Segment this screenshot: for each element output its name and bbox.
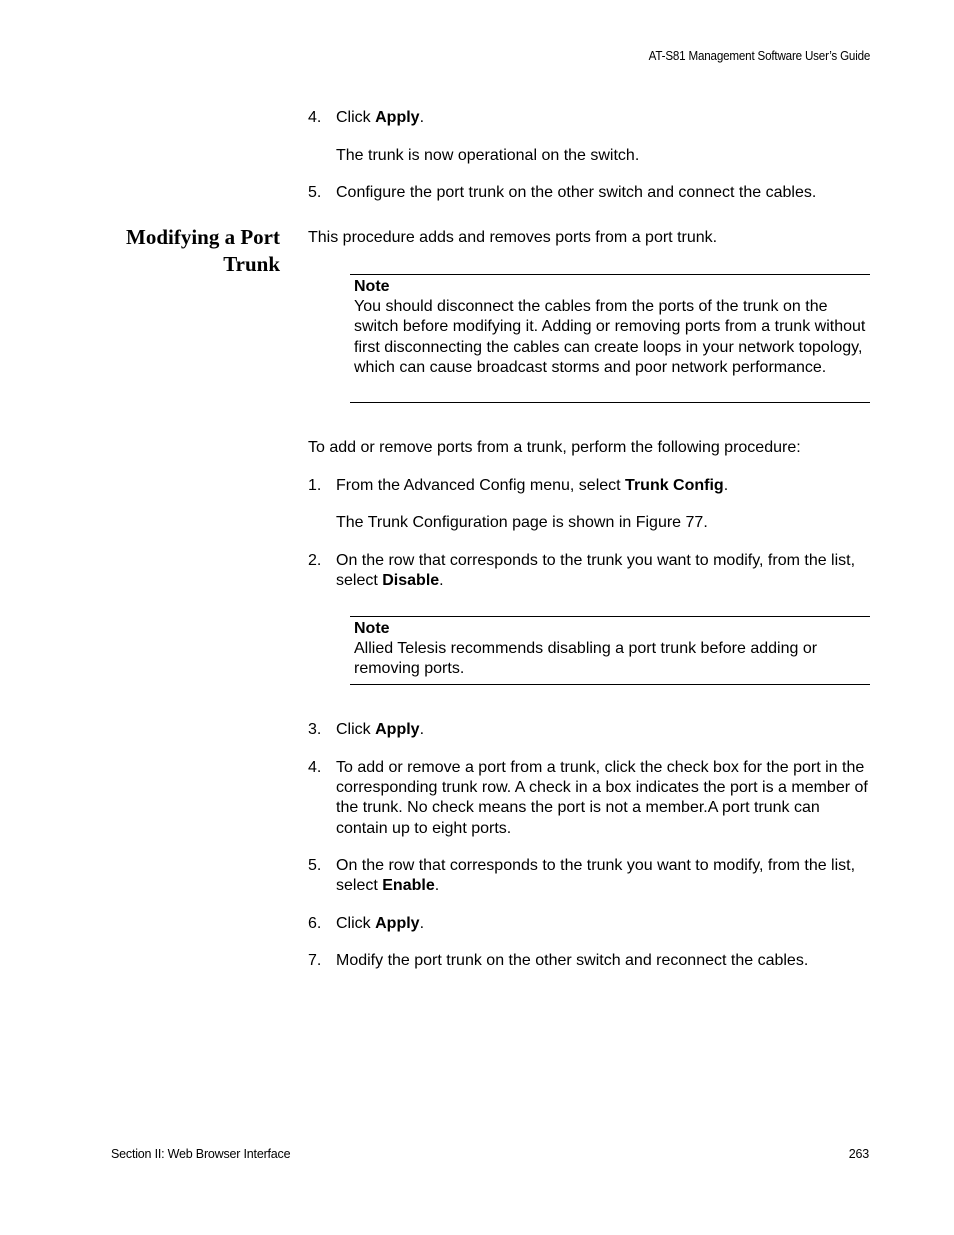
- step-number: 3.: [308, 721, 322, 738]
- procedure-intro: To add or remove ports from a trunk, perform the following procedure:: [308, 439, 801, 456]
- page-number: 263: [848, 1147, 869, 1161]
- step-text: On the row that corresponds to the trunk you want to modify, from the list, select Disable.: [336, 552, 856, 590]
- note-text: You should disconnect the cables from the ports of the trunk on the switch before modifying it. Adding or removing ports from a trunk without first disconnecting the cables can create loops in your network topology, which can cause broadcast storms and poor network performance.: [354, 298, 866, 376]
- note-title: Note: [354, 620, 390, 637]
- footer-section: Section II: Web Browser Interface: [111, 1147, 291, 1161]
- note-box: [350, 274, 870, 403]
- step-text: Configure the port trunk on the other switch and connect the cables.: [336, 184, 817, 201]
- ui-term: Enable: [382, 877, 435, 895]
- step-result: The Trunk Configuration page is shown in Figure 77.: [336, 514, 708, 531]
- step-text: Click Apply.: [336, 915, 425, 932]
- step-text: Click Apply.: [336, 721, 425, 738]
- step-number: 4.: [308, 759, 322, 776]
- running-header: AT-S81 Management Software User’s Guide: [648, 49, 870, 63]
- section-intro: This procedure adds and removes ports from a port trunk.: [308, 229, 718, 246]
- step-number: 1.: [308, 477, 322, 494]
- step-number: 2.: [308, 552, 322, 569]
- step-text: On the row that corresponds to the trunk you want to modify, from the list, select Enable.: [336, 857, 856, 895]
- step-text: Modify the port trunk on the other switch and reconnect the cables.: [336, 952, 809, 969]
- step-number: 5.: [308, 857, 322, 874]
- step-text: Click Apply.: [336, 109, 425, 126]
- note-box: [350, 616, 870, 685]
- step-text: To add or remove a port from a trunk, click the check box for the port in the corresponding trunk row. A check in a box indicates the port is a member of the trunk. No check means the port is not a member.A port trunk can contain up to eight ports.: [336, 759, 868, 837]
- ui-term: Disable: [382, 572, 440, 590]
- step-number: 7.: [308, 952, 322, 969]
- note-title: Note: [354, 278, 390, 295]
- ui-term: Trunk Config: [625, 477, 724, 494]
- step-number: 4.: [308, 109, 322, 126]
- step-text: From the Advanced Config menu, select Trunk Config.: [336, 477, 729, 494]
- section-heading: Modifying a Port Trunk: [126, 225, 280, 276]
- ui-term: Apply: [375, 109, 420, 126]
- step-result: The trunk is now operational on the switch.: [336, 147, 640, 164]
- ui-term: Apply: [375, 915, 420, 932]
- ui-term: Apply: [375, 721, 420, 738]
- step-number: 5.: [308, 184, 322, 201]
- note-text: Allied Telesis recommends disabling a port trunk before adding or removing ports.: [354, 640, 818, 678]
- step-number: 6.: [308, 915, 322, 932]
